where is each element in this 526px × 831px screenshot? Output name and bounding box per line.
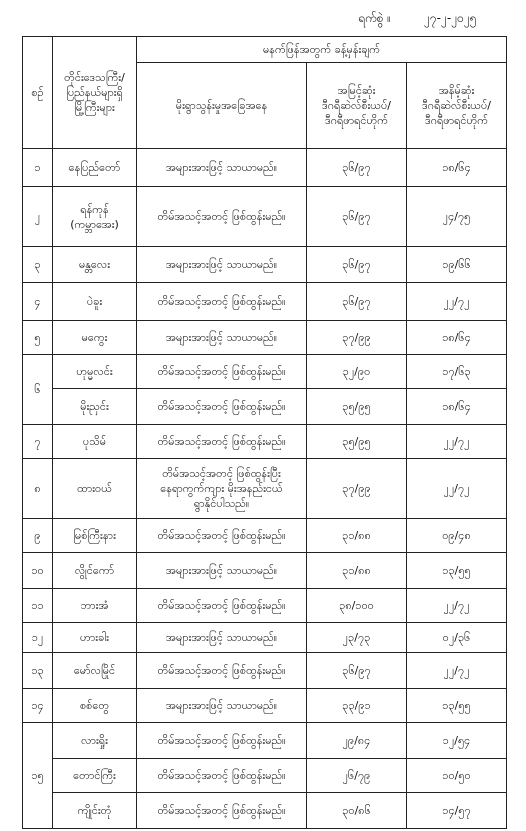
header-min-temp <box>407 63 507 149</box>
header-weather: မိုးရွာသွန်းမှုအခြေအနေ <box>137 63 307 149</box>
row-no: ၂ <box>23 187 53 247</box>
row-city: ပဲခူး <box>53 283 137 321</box>
row-no: ၁၃ <box>23 653 53 689</box>
table-row <box>23 425 507 459</box>
row-weather: တိမ်အသင့်အတင့် ဖြစ်ထွန်းမည်။ <box>137 355 307 389</box>
row-no: ၅ <box>23 321 53 355</box>
row-weather: တိမ်အသင့်အတင့် ဖြစ်ထွန်းမည်။ <box>137 425 307 459</box>
table-row <box>23 589 507 623</box>
row-max: ၃၅/၉၅ <box>307 425 407 459</box>
row-min: ၀၂/၃၆ <box>407 623 507 653</box>
row-min: ၁၄/၅၇ <box>407 793 507 829</box>
row-min: ၁၃/၅၅ <box>407 553 507 589</box>
row-weather: တိမ်အသင့်အတင့် ဖြစ်ထွန်းမည်။ <box>137 589 307 623</box>
row-city: တောင်ကြီး <box>53 759 137 793</box>
header-max-line: အမြင့်ဆုံး <box>337 84 376 97</box>
row-max: ၃၆/၉၇ <box>307 283 407 321</box>
header-max-temp <box>307 63 407 149</box>
table-row <box>23 283 507 321</box>
row-min: ၁၉/၆၆ <box>407 247 507 283</box>
row-no: ၈ <box>23 459 53 519</box>
row-weather: တိမ်အသင့်အတင့် ဖြစ်ထွန်းမည်။ <box>137 187 307 247</box>
row-min: ၀၉/၄၈ <box>407 519 507 553</box>
row-weather: အများအားဖြင့် သာယာမည်။ <box>137 149 307 187</box>
row-min: ၁၈/၆၄ <box>407 321 507 355</box>
row-no: ၁၀ <box>23 553 53 589</box>
row-max: ၃၂/၉၀ <box>307 355 407 389</box>
row-weather-line: ရွာနိုင်ပါသည်။ <box>193 497 250 510</box>
row-city: လွိုင်ကော် <box>53 553 137 589</box>
row-max: ၃၁/၈၈ <box>307 519 407 553</box>
row-weather <box>137 459 307 519</box>
table-row <box>23 519 507 553</box>
row-min: ၂၂/၇၂ <box>407 459 507 519</box>
row-weather: အများအားဖြင့် သာယာမည်။ <box>137 553 307 589</box>
header-region-line: မြို့ကြီးများ <box>74 101 115 114</box>
row-city: မော်လမြိုင် <box>53 653 137 689</box>
table-row <box>23 689 507 723</box>
row-no: ၆ <box>23 355 53 425</box>
table-row <box>23 793 507 829</box>
row-no: ၁၂ <box>23 623 53 653</box>
row-weather-line: တိမ်အသင့်အတင့် ဖြစ်ထွန်းပြီး <box>162 467 281 480</box>
table-row <box>23 653 507 689</box>
row-weather-line: နေရာကွက်ကျား မိုးအနည်းငယ် <box>160 482 283 495</box>
table-row <box>23 187 507 247</box>
row-city: မကွေး <box>53 321 137 355</box>
row-weather: အများအားဖြင့် သာယာမည်။ <box>137 689 307 723</box>
row-city: ဟားခါး <box>53 623 137 653</box>
table-row <box>23 247 507 283</box>
row-no: ၁၅ <box>23 723 53 829</box>
row-max: ၃၆/၉၇ <box>307 653 407 689</box>
row-city: နေပြည်တော် <box>53 149 137 187</box>
row-city: ဘားအံ <box>53 589 137 623</box>
row-city <box>53 187 137 247</box>
row-city: ဟုမ္မလင်း <box>53 355 137 389</box>
row-weather: အများအားဖြင့် သာယာမည်။ <box>137 321 307 355</box>
row-weather: အများအားဖြင့် သာယာမည်။ <box>137 247 307 283</box>
row-max: ၃၇/၉၉ <box>307 321 407 355</box>
row-weather: တိမ်အသင့်အတင့် ဖြစ်ထွန်းမည်။ <box>137 793 307 829</box>
row-city: မန္တလေး <box>53 247 137 283</box>
row-city: မိုးညှင်း <box>53 389 137 425</box>
row-min: ၂၄/၇၅ <box>407 187 507 247</box>
table-row <box>23 553 507 589</box>
row-no: ၁ <box>23 149 53 187</box>
row-max: ၃၇/၉၉ <box>307 459 407 519</box>
row-no: ၁၁ <box>23 589 53 623</box>
row-weather: တိမ်အသင့်အတင့် ဖြစ်ထွန်းမည်။ <box>137 759 307 793</box>
table-row <box>23 149 507 187</box>
table-row <box>23 389 507 425</box>
row-max: ၃၁/၈၈ <box>307 553 407 589</box>
header-max-line: ဒီဂရီဆဲလ်စီးယပ်/ <box>322 99 391 112</box>
row-no: ၃ <box>23 247 53 283</box>
row-city: မြစ်ကြီးနား <box>53 519 137 553</box>
row-min: ၂၂/၇၂ <box>407 283 507 321</box>
header-region-line: ပြည်နယ်များရှိ <box>66 86 123 99</box>
row-no: ၁၄ <box>23 689 53 723</box>
row-min: ၁၃/၅၅ <box>407 689 507 723</box>
row-max: ၃၃/၉၁ <box>307 689 407 723</box>
row-max: ၃၆/၉၇ <box>307 187 407 247</box>
row-city: လားရှိုး <box>53 723 137 759</box>
forecast-table <box>22 36 507 829</box>
row-weather: တိမ်အသင့်အတင့် ဖြစ်ထွန်းမည်။ <box>137 389 307 425</box>
header-region <box>53 37 137 149</box>
row-max: ၂၃/၇၃ <box>307 623 407 653</box>
row-weather: တိမ်အသင့်အတင့် ဖြစ်ထွန်းမည်။ <box>137 283 307 321</box>
table-row <box>23 723 507 759</box>
row-min: ၁၈/၆၄ <box>407 389 507 425</box>
row-weather: တိမ်အသင့်အတင့် ဖြစ်ထွန်းမည်။ <box>137 653 307 689</box>
row-city: ထားဝယ် <box>53 459 137 519</box>
date-line <box>300 8 500 28</box>
row-city: ပုသိမ် <box>53 425 137 459</box>
row-max: ၃၀/၈၆ <box>307 793 407 829</box>
table-row <box>23 321 507 355</box>
header-region-line: တိုင်းဒေသကြီး/ <box>64 71 125 84</box>
row-weather: တိမ်အသင့်အတင့် ဖြစ်ထွန်းမည်။ <box>137 723 307 759</box>
header-forecast-group: မနက်ဖြန်အတွက် ခန့်မှန်းချက် <box>137 37 507 63</box>
row-weather: တိမ်အသင့်အတင့် ဖြစ်ထွန်းမည်။ <box>137 519 307 553</box>
row-city-line: ရန်ကုန် <box>80 202 109 216</box>
date-label: ရက်စွဲ ။ <box>358 11 391 25</box>
date-value: ၂၇-၂-၂၀၂၅ <box>424 11 477 25</box>
table-row <box>23 623 507 653</box>
row-min: ၂၂/၇၂ <box>407 653 507 689</box>
row-min: ၂၂/၇၂ <box>407 425 507 459</box>
header-max-line: ဒီဂရီဖာရင်ဟိုက် <box>324 114 389 127</box>
table-row <box>23 759 507 793</box>
row-city: ကျိုင်းတုံ <box>53 793 137 829</box>
row-min: ၁၈/၆၄ <box>407 149 507 187</box>
row-min: ၂၂/၇၂ <box>407 589 507 623</box>
row-max: ၂၆/၇၉ <box>307 759 407 793</box>
row-no: ၉ <box>23 519 53 553</box>
row-city-line: (ကမ္ဘာအေး) <box>70 217 119 231</box>
row-max: ၃၆/၉၇ <box>307 247 407 283</box>
header-min-line: အနိမ့်ဆုံး <box>438 84 475 97</box>
header-min-line: ဒီဂရီဖာရင်ဟိုက် <box>424 114 489 127</box>
row-max: ၃၈/၁၀၀ <box>307 589 407 623</box>
row-no: ၄ <box>23 283 53 321</box>
table-row <box>23 355 507 389</box>
row-no: ၇ <box>23 425 53 459</box>
row-weather: အများအားဖြင့် သာယာမည်။ <box>137 623 307 653</box>
row-min: ၁၂/၅၄ <box>407 723 507 759</box>
row-min: ၁၇/၆၃ <box>407 355 507 389</box>
header-no: စဉ် <box>23 37 53 149</box>
row-max: ၃၆/၉၇ <box>307 149 407 187</box>
table-row <box>23 459 507 519</box>
header-min-line: ဒီဂရီဆဲလ်စီးယပ်/ <box>422 99 491 112</box>
row-max: ၃၅/၉၅ <box>307 389 407 425</box>
row-min: ၁၀/၅၀ <box>407 759 507 793</box>
row-city: စစ်တွေ <box>53 689 137 723</box>
row-max: ၂၉/၈၄ <box>307 723 407 759</box>
